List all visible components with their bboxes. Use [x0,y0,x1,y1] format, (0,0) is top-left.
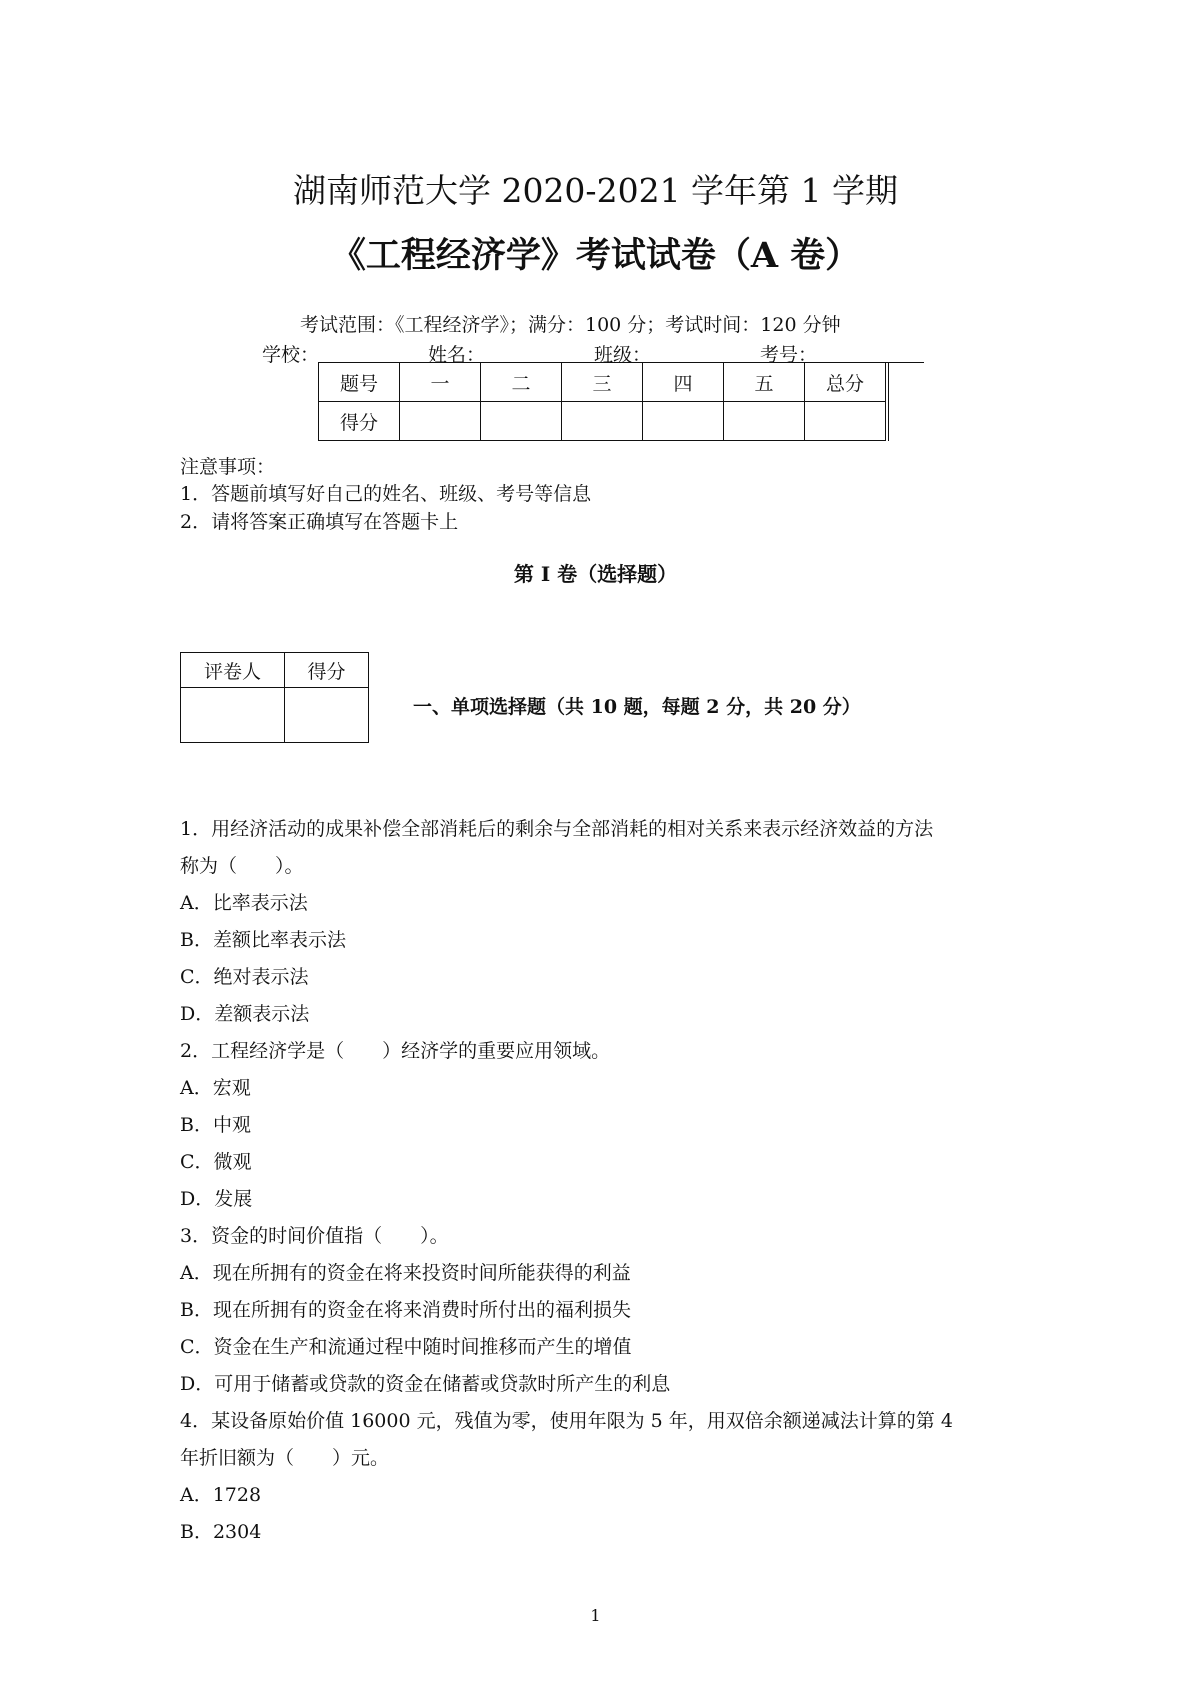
score-header-cell: 二 [481,363,562,402]
score-cell [805,402,888,441]
score-table-score-row [319,402,888,441]
option-line: B．差额比率表示法 [180,929,346,951]
option-line: C．资金在生产和流通过程中随时间推移而产生的增值 [180,1336,632,1358]
score-cell [643,402,724,441]
option-line: B．现在所拥有的资金在将来消费时所付出的福利损失 [180,1299,631,1321]
score-header-cell: 三 [562,363,643,402]
exam-no-label: 考号： [760,344,818,366]
option-line: A．宏观 [180,1077,251,1099]
note-item: 2．请将答案正确填写在答题卡上 [180,511,459,533]
score-cell [562,402,643,441]
name-label: 姓名： [428,344,486,366]
option-line: C．绝对表示法 [180,966,309,988]
name-blank [487,344,592,363]
score-header-cell: 五 [724,363,805,402]
exam-title-line2: 《工程经济学》考试试卷（A 卷） [330,235,861,276]
question-line: 2．工程经济学是（ ）经济学的重要应用领域。 [180,1040,611,1062]
grader-score-header: 得分 [285,653,369,688]
score-header-cell: 四 [643,363,724,402]
grader-cell [181,688,285,743]
question-line: 称为（ ）。 [180,855,304,877]
school-label: 学校： [262,344,320,366]
option-line: B．2304 [180,1521,262,1543]
grader-table [180,652,369,743]
option-line: B．中观 [180,1114,251,1136]
option-line: A．比率表示法 [180,892,308,914]
exam-info: 考试范围：《工程经济学》；满分：100 分；考试时间：120 分钟 [300,314,841,336]
score-header-cell: 一 [400,363,481,402]
question-line: 4．某设备原始价值 16000 元，残值为零，使用年限为 5 年，用双倍余额递减法计算的第 4 [180,1410,953,1432]
class-blank [653,344,758,363]
school-blank [321,344,426,363]
question-line: 年折旧额为（ ）元。 [180,1447,390,1469]
score-cell [400,402,481,441]
notes-title: 注意事项： [180,456,276,478]
score-table-header-row [319,363,888,402]
question-line: 3．资金的时间价值指（ ）。 [180,1225,449,1247]
score-header-cell: 题号 [319,363,400,402]
grader-header: 评卷人 [181,653,285,688]
note-item: 1．答题前填写好自己的姓名、班级、考号等信息 [180,483,592,505]
score-cell [481,402,562,441]
option-line: A．现在所拥有的资金在将来投资时间所能获得的利益 [180,1262,631,1284]
part-title: 第 I 卷（选择题） [513,562,678,586]
score-header-cell: 总分 [805,363,888,402]
exam-title-line1: 湖南师范大学 2020-2021 学年第 1 学期 [292,171,899,210]
exam-no-blank [819,344,924,363]
score-row-label: 得分 [319,402,400,441]
section-heading: 一、单项选择题（共 10 题，每题 2 分，共 20 分） [413,696,861,718]
option-line: D．差额表示法 [180,1003,310,1025]
score-cell [724,402,805,441]
page-number: 1 [590,1606,601,1625]
score-table [318,362,889,441]
option-line: C．微观 [180,1151,252,1173]
option-line: D．发展 [180,1188,253,1210]
option-line: A．1728 [180,1484,262,1506]
question-line: 1．用经济活动的成果补偿全部消耗后的剩余与全部消耗的相对关系来表示经济效益的方法 [180,818,934,840]
grader-score-cell [285,688,369,743]
option-line: D．可用于储蓄或贷款的资金在储蓄或贷款时所产生的利息 [180,1373,671,1395]
class-label: 班级： [594,344,652,366]
